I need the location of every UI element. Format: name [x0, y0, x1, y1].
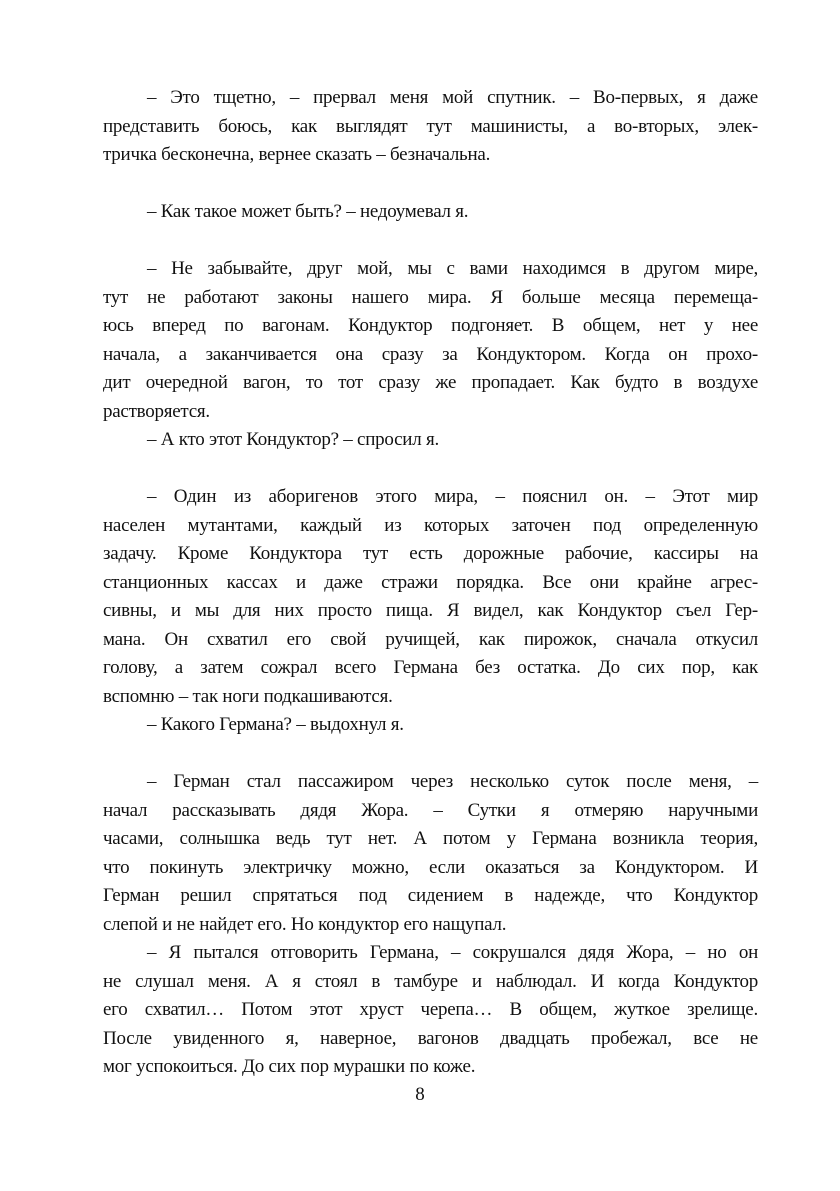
text-line: – Не забывайте, друг мой, мы с вами находимся в другом мире, — [147, 258, 758, 279]
paragraph — [103, 939, 758, 1082]
text-line: – Как такое может быть? – недоумевал я. — [147, 201, 469, 222]
text-line: мог успокоиться. До сих пор мурашки по коже. — [103, 1056, 476, 1077]
text-line: сивны, и мы для них просто пища. Я видел, как Кондуктор съел Гер- — [103, 600, 758, 621]
text-line: – А кто этот Кондуктор? – спросил я. — [147, 429, 439, 450]
text-line: что покинуть электричку можно, если оказаться за Кондуктором. И — [103, 856, 758, 878]
text-line: растворяется. — [103, 400, 210, 422]
text-line: вспомню – так ноги подкашиваются. — [103, 685, 393, 707]
paragraph — [103, 483, 758, 711]
text-line: мана. Он схватил его свой ручищей, как пирожок, сначала откусил — [103, 628, 758, 650]
text-line: Герман решил спрятаться под сидением в надежде, что Кондуктор — [103, 885, 758, 906]
text-line: представить боюсь, как выглядят тут машинисты, а во-вторых, элек- — [103, 115, 758, 137]
text-line: начал рассказывать дядя Жора. – Сутки я отмеряю наручными — [103, 799, 758, 821]
text-line: – Один из аборигенов этого мира, – пояснил он. – Этот мир — [147, 486, 758, 507]
paragraph — [103, 84, 758, 170]
text-line: его схватил… Потом этот хруст черепа… В общем, жуткое зрелище. — [103, 999, 758, 1020]
page-body — [103, 84, 758, 1082]
text-line: – Герман стал пассажиром через несколько суток после меня, – — [147, 771, 758, 792]
paragraph — [103, 768, 758, 939]
text-line: задачу. Кроме Кондуктора тут есть дорожные рабочие, кассиры на — [103, 543, 758, 564]
text-line: юсь вперед по вагонам. Кондуктор подгоняет. В общем, нет у нее — [103, 315, 758, 336]
paragraph — [103, 198, 758, 227]
text-line: часами, солнышка ведь тут нет. А потом у Германа возникла теория, — [103, 828, 758, 849]
text-line: не слушал меня. А я стоял в тамбуре и наблюдал. И когда Кондуктор — [103, 970, 758, 992]
page-number: 8 — [415, 1084, 425, 1105]
text-line: начала, а заканчивается она сразу за Кондуктором. Когда он прохо- — [103, 343, 758, 365]
text-line: – Это тщетно, – прервал меня мой спутник. – Во-первых, я даже — [147, 87, 758, 108]
text-line: населен мутантами, каждый из которых заточен под определенную — [103, 514, 758, 536]
text-line: голову, а затем сожрал всего Германа без остатка. До сих пор, как — [103, 657, 758, 678]
text-line: – Я пытался отговорить Германа, – сокрушался дядя Жора, – но он — [147, 942, 758, 963]
text-line: тут не работают законы нашего мира. Я больше месяца перемеща- — [103, 286, 758, 308]
paragraph — [103, 426, 758, 455]
paragraph — [103, 255, 758, 426]
text-line: тричка бесконечна, вернее сказать – безначальна. — [103, 144, 491, 165]
text-line: дит очередной вагон, то тот сразу же пропадает. Как будто в воздухе — [103, 372, 758, 393]
text-line: После увиденного я, наверное, вагонов двадцать пробежал, все не — [103, 1027, 758, 1049]
paragraph — [103, 711, 758, 740]
text-line: слепой и не найдет его. Но кондуктор его нащупал. — [103, 913, 507, 935]
text-line: – Какого Германа? – выдохнул я. — [147, 714, 404, 735]
text-line: станционных кассах и даже стражи порядка. Все они крайне агрес- — [103, 571, 758, 593]
